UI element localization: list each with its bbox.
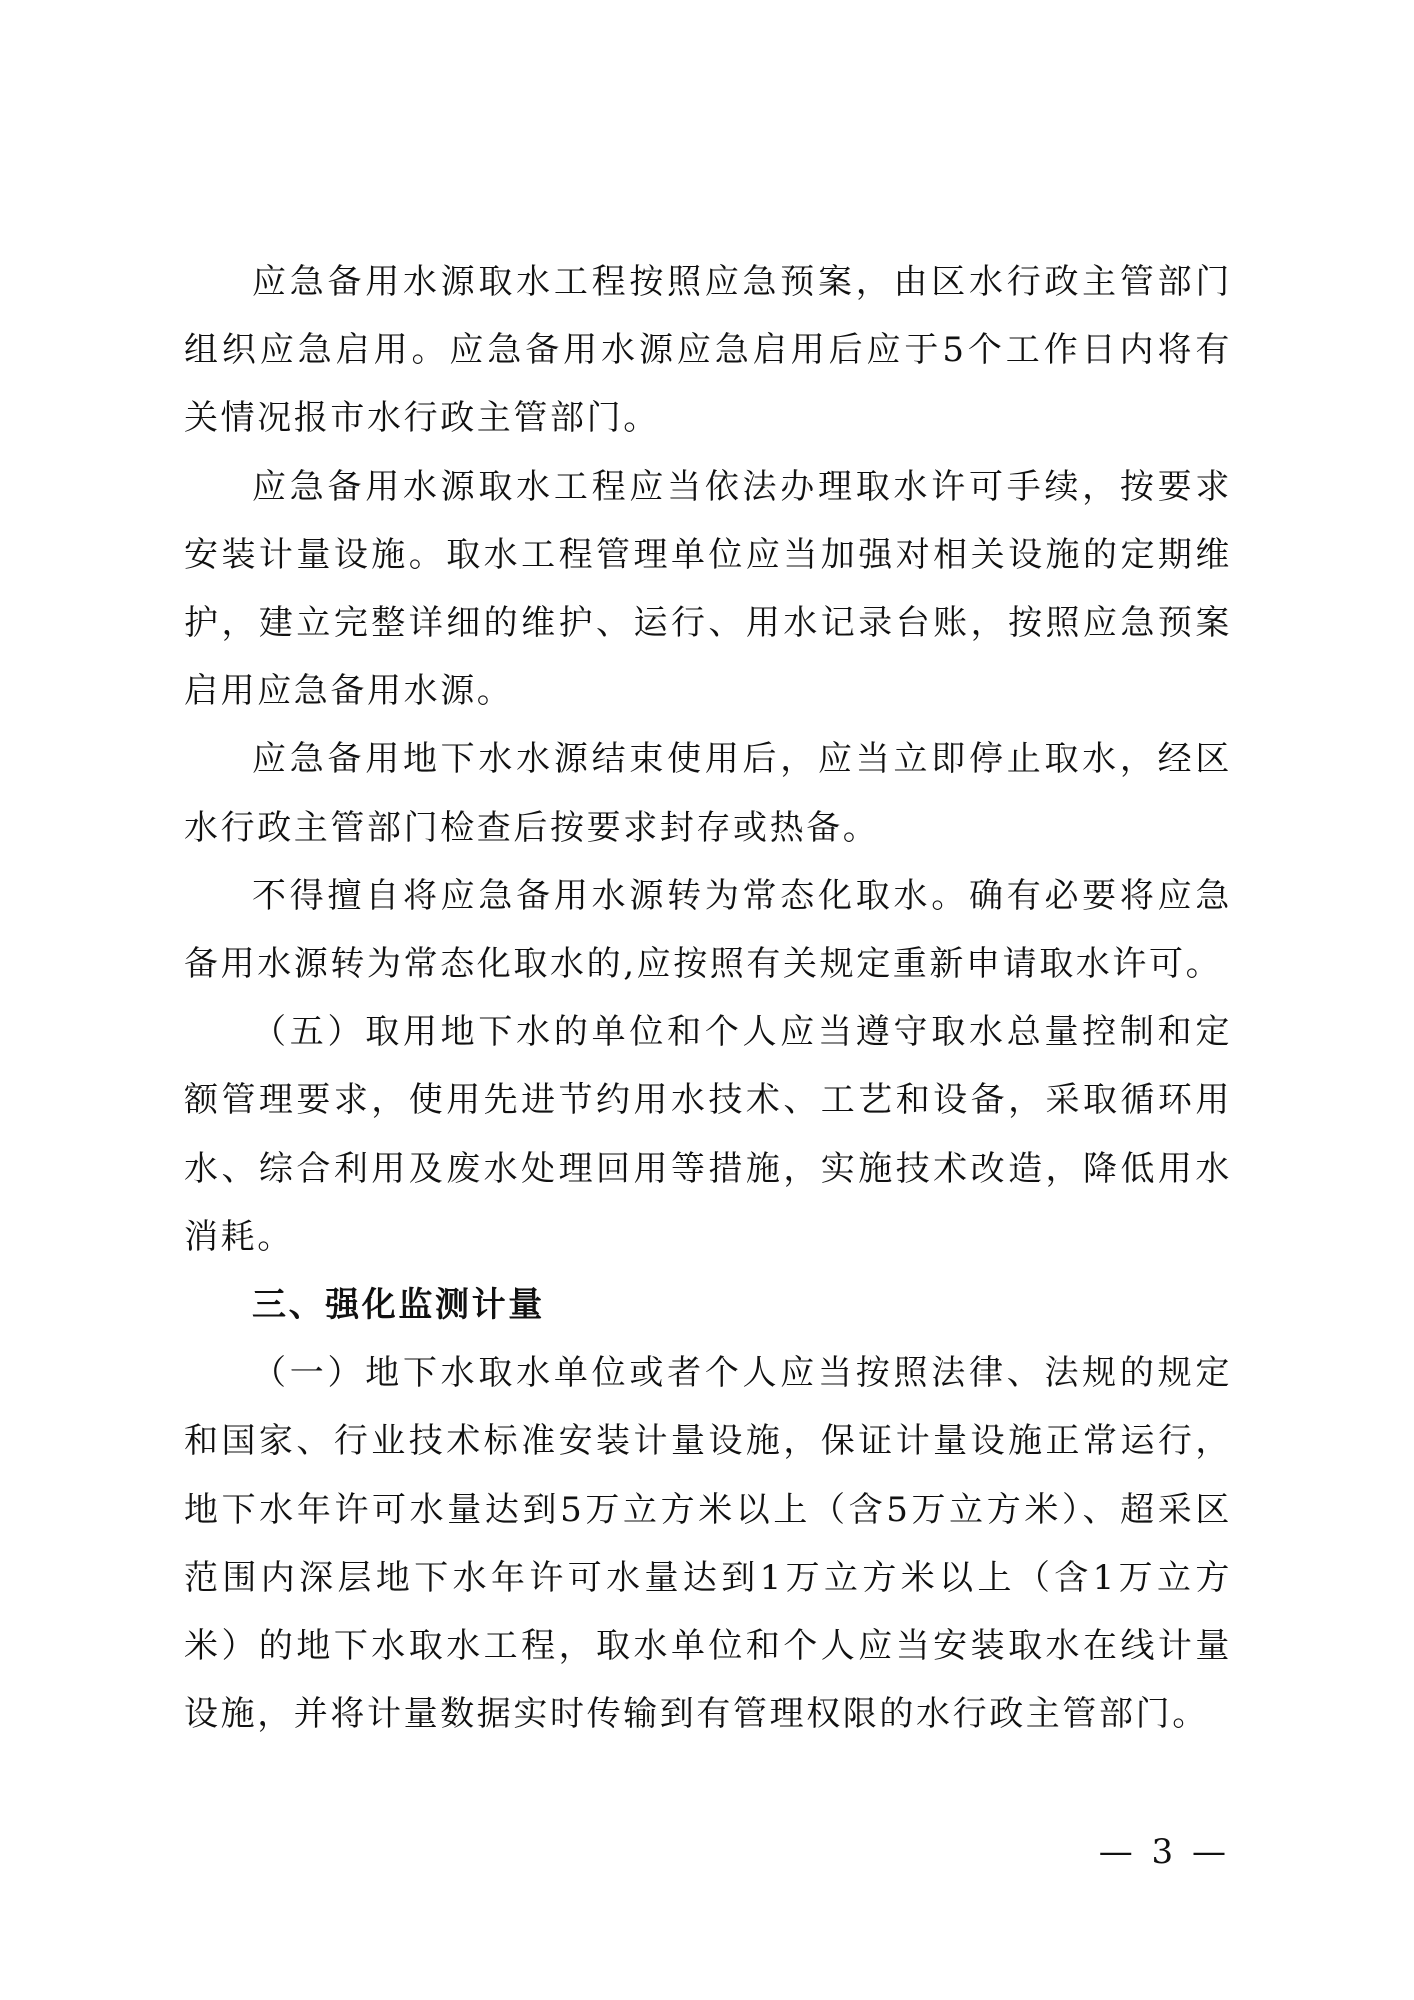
document-body [184,248,1232,1748]
page-number: — 3 — [1098,1832,1230,1872]
paragraph-permit-and-metering: 应急备用水源取水工程应当依法办理取水许可手续，按要求安装计量设施。取水工程管理单位应当加强对相关设施的定期维护，建立完整详细的维护、运行、用水记录台账，按照应急预案启用应急备用水源。 [184,466,1232,712]
section-heading: 三、强化监测计量 [252,1285,545,1326]
paragraph-item-five: （五）取用地下水的单位和个人应当遵守取水总量控制和定额管理要求，使用先进节约用水技术、工艺和设备，采取循环用水、综合利用及废水处理回用等措施，实施技术改造，降低用水消耗。 [184,1012,1232,1257]
paragraph-stop-after-use: 应急备用地下水水源结束使用后，应当立即停止取水，经区水行政主管部门检查后按要求封存或热备。 [184,739,1232,848]
paragraph-emergency-activation: 应急备用水源取水工程按照应急预案，由区水行政主管部门组织应急启用。应急备用水源应急启用后应于5个工作日内将有关情况报市水行政主管部门。 [184,262,1232,439]
paragraph-item-one-metering: （一）地下水取水单位或者个人应当按照法律、法规的规定和国家、行业技术标准安装计量设施，保证计量设施正常运行，地下水年许可水量达到5万立方米以上（含5万立方米）、超采区范围内深层地下水年许可水量达到1万立方米以上（含1万立方米）的地下水取水工程，取水单位和个人应当安装取水在线计量设施，并将计量数据实时传输到有管理权限的水行政主管部门。 [184,1353,1232,1735]
paragraph-no-conversion: 不得擅自将应急备用水源转为常态化取水。确有必要将应急备用水源转为常态化取水的,应按照有关规定重新申请取水许可。 [184,875,1232,985]
